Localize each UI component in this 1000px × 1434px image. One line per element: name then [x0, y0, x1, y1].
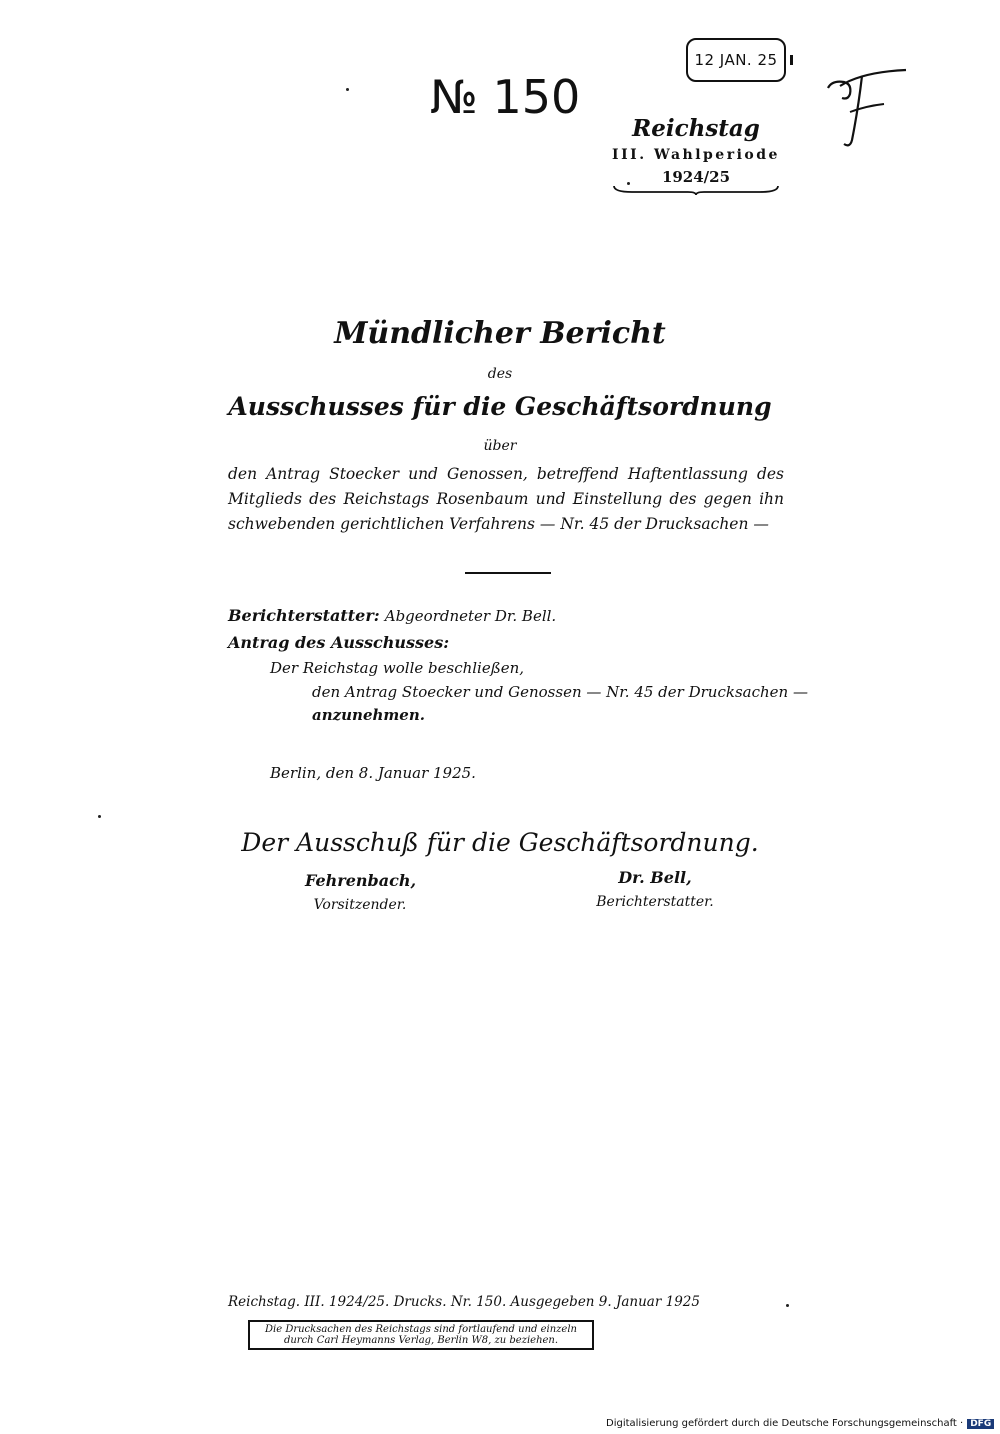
committee-signature-heading: Der Ausschuß für die Geschäftsordnung.: [241, 828, 759, 857]
dfg-credit: [606, 1418, 994, 1429]
publisher-notice-line-2: durch Carl Heymanns Verlag, Berlin W8, zu beziehen.: [283, 1335, 559, 1346]
reichstag-block: [612, 114, 780, 188]
motion-label: Antrag des Ausschusses:: [228, 633, 450, 652]
scan-speck: [627, 182, 630, 185]
signatory-rapporteur: [594, 866, 716, 914]
publisher-notice-line-1: Die Drucksachen des Reichstags sind fortlaufend und einzeln: [265, 1324, 577, 1335]
rapporteur-line: [228, 606, 556, 625]
motion-line-2: den Antrag Stoecker und Genossen — Nr. 45 der Drucksachen —: [312, 683, 808, 701]
reichstag-brace: [612, 184, 780, 196]
dfg-logo: DFG: [967, 1419, 994, 1429]
place-date: Berlin, den 8. Januar 1925.: [270, 764, 476, 782]
dfg-credit-text: Digitalisierung gefördert durch die Deutsche Forschungsgemeinschaft ·: [606, 1418, 964, 1429]
signatory-chair: [305, 869, 415, 917]
scan-speck: [786, 1304, 789, 1307]
rapporteur-value: Abgeordneter Dr. Bell.: [384, 607, 557, 625]
chair-name: Fehrenbach,: [305, 871, 417, 890]
committee-title: Ausschusses für die Geschäftsordnung: [228, 392, 772, 421]
chair-role: Vorsitzender.: [313, 897, 407, 913]
document-number: № 150: [430, 70, 581, 124]
rapporteur-role: Berichterstatter.: [596, 894, 714, 910]
scan-speck: [346, 88, 349, 91]
motion-line-3: anzunehmen.: [312, 706, 425, 724]
reichstag-period: III. Wahlperiode: [612, 147, 780, 163]
subject-paragraph: den Antrag Stoecker und Genossen, betreffend Haftentlassung des Mitglieds des Reichstags Rosenbaum und Einstellung des gegen ihn schwebenden gerichtlichen Verfahrens — Nr. 45 der Drucksachen —: [228, 465, 784, 533]
date-stamp: [686, 38, 786, 82]
word-ueber: über: [483, 438, 517, 454]
reichstag-title: Reichstag: [632, 115, 760, 142]
reichstag-years: 1924/25: [661, 168, 731, 186]
separator-rule: [465, 572, 551, 574]
scan-speck: [98, 815, 101, 818]
stamp-tick-mark: [790, 55, 793, 65]
rapporteur-name: Dr. Bell,: [618, 868, 692, 887]
stamp-date: 12 JAN. 25: [694, 51, 778, 69]
publisher-notice-box: [248, 1320, 594, 1350]
word-des: des: [487, 366, 513, 382]
motion-line-1: Der Reichstag wolle beschließen,: [270, 659, 525, 677]
handwritten-f-mark: [822, 60, 912, 155]
rapporteur-label: Berichterstatter:: [228, 606, 380, 625]
footer-print-info: Reichstag. III. 1924/25. Drucks. Nr. 150. Ausgegeben 9. Januar 1925: [228, 1294, 700, 1310]
report-title: Mündlicher Bericht: [334, 316, 666, 351]
